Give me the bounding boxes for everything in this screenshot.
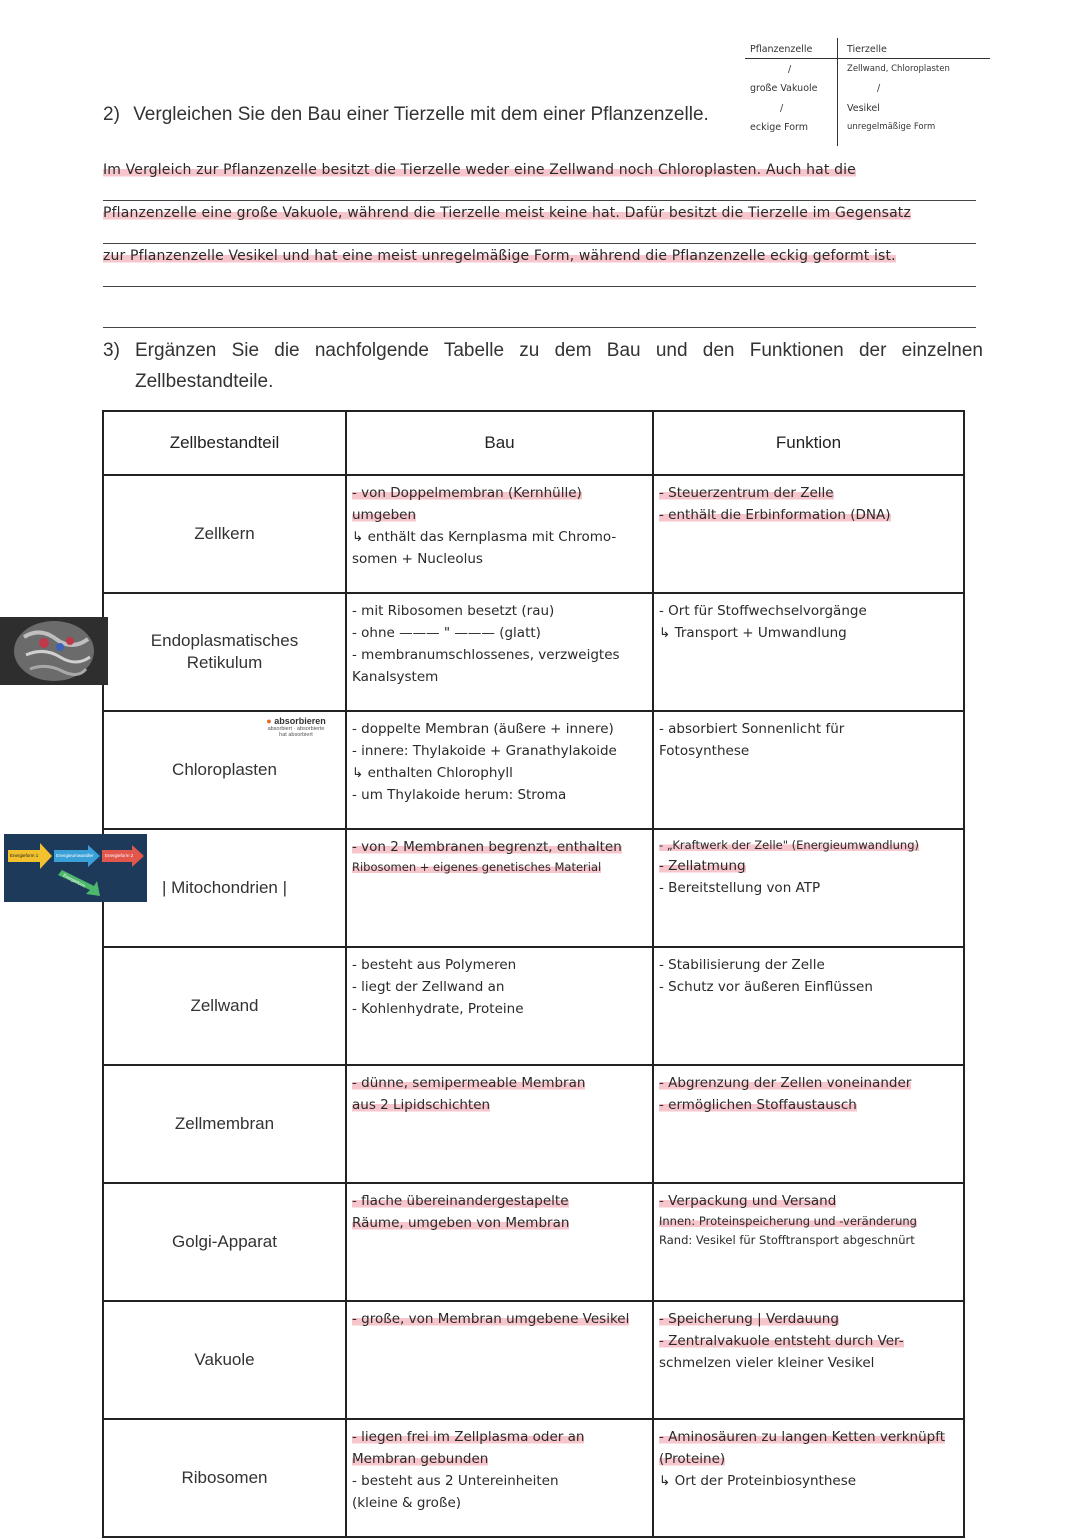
absorb-title: ● absorbieren [266, 716, 326, 726]
handwritten-entry: ↳ enthalten Chlorophyll [352, 765, 513, 781]
component-name: Ribosomen [103, 1419, 346, 1537]
handwritten-entry: ↳ Transport + Umwandlung [659, 625, 847, 641]
mini-col2-row: Vesikel [847, 102, 880, 114]
column-header: Bau [346, 411, 653, 475]
energy-label: Energieform 1 [10, 853, 39, 858]
mini-col1-row: eckige Form [750, 122, 809, 133]
function-cell [653, 711, 964, 829]
absorbieren-thumbnail[interactable] [262, 716, 330, 752]
function-cell [653, 1301, 964, 1419]
handwritten-entry: Räume, umgeben von Membran [352, 1215, 570, 1231]
handwritten-entry: - membranumschlossenes, verzweigtes [352, 647, 620, 663]
handwritten-entry: aus 2 Lipidschichten [352, 1097, 491, 1113]
function-cell [653, 1419, 964, 1537]
table-row [103, 593, 964, 711]
question-3-text: Ergänzen Sie die nachfolgende Tabelle zu dem Bau und den Funktionen der einzelnen Zellbestandteile. [135, 340, 983, 392]
energy-conversion-thumbnail[interactable] [4, 834, 147, 902]
mini-col1-row: / [780, 102, 784, 114]
handwritten-entry: - Verpackung und Versand [659, 1193, 837, 1209]
structure-cell [346, 1301, 653, 1419]
handwritten-entry: - von Doppelmembran (Kernhülle) [352, 485, 582, 501]
handwritten-entry: - dünne, semipermeable Membran [352, 1075, 586, 1091]
handwritten-entry: - Ort für Stoffwechselvorgänge [659, 603, 867, 619]
handwritten-entry: - enthält die Erbinformation (DNA) [659, 507, 891, 523]
structure-cell [346, 829, 653, 947]
question-2-text: Vergleichen Sie den Bau einer Tierzelle mit dem einer Pflanzenzelle. [133, 104, 709, 125]
handwritten-entry: (Proteine) [659, 1451, 726, 1467]
mini-col2-row: unregelmäßige Form [847, 122, 936, 132]
structure-cell [346, 593, 653, 711]
answer-line: Pflanzenzelle eine große Vakuole, während die Tierzelle meist keine hat. Dafür besitzt die Tierzelle im Gegensatz [103, 201, 976, 244]
component-name: Endoplasmatisches Retikulum [103, 593, 346, 711]
component-name: | Mitochondrien | [103, 829, 346, 947]
abdomen-xray-thumbnail[interactable] [0, 617, 108, 685]
mini-col1-header: Pflanzenzelle [750, 44, 813, 55]
handwritten-entry: Fotosynthese [659, 743, 750, 759]
structure-cell [346, 475, 653, 593]
component-name: Zellmembran [103, 1065, 346, 1183]
handwritten-entry: - große, von Membran umgebene Vesikel [352, 1311, 630, 1327]
energy-label: Energieform [62, 872, 87, 889]
mini-col-animal [847, 44, 987, 142]
absorb-sub2: hat absorbiert [279, 732, 313, 738]
handwritten-entry: - Steuerzentrum der Zelle [659, 485, 834, 501]
question-3 [103, 335, 983, 397]
handwritten-entry: somen + Nucleolus [352, 551, 483, 567]
handwritten-entry: - Zellatmung [659, 858, 746, 874]
function-cell [653, 947, 964, 1065]
component-name: Vakuole [103, 1301, 346, 1419]
component-name: Zellwand [103, 947, 346, 1065]
column-header: Zellbestandteil [103, 411, 346, 475]
energy-label: Energieumwandler [56, 853, 94, 858]
handwritten-entry: ↳ enthält das Kernplasma mit Chromo- [352, 529, 617, 545]
handwritten-entry: - um Thylakoide herum: Stroma [352, 787, 567, 803]
component-name: Chloroplasten [103, 711, 346, 829]
handwritten-entry: - innere: Thylakoide + Granathylakoide [352, 743, 617, 759]
table-row [103, 947, 964, 1065]
structure-cell [346, 1065, 653, 1183]
handwritten-entry: - flache übereinandergestapelte [352, 1193, 569, 1209]
table-row [103, 829, 964, 947]
handwritten-entry: - ermöglichen Stoffaustausch [659, 1097, 857, 1113]
mini-col-plant [750, 44, 835, 142]
handwritten-entry: Rand: Vesikel für Stofftransport abgeschnürt [659, 1233, 915, 1247]
question-2-answer [103, 158, 976, 328]
mini-col1-row: große Vakuole [750, 83, 818, 94]
structure-cell [346, 1419, 653, 1537]
energy-label: Energieform 2 [105, 853, 134, 858]
handwritten-entry: - liegen frei im Zellplasma oder an [352, 1429, 585, 1445]
handwritten-entry: - doppelte Membran (äußere + innere) [352, 721, 614, 737]
abdomen-illustration-icon [0, 617, 108, 685]
mini-col2-row: / [877, 83, 881, 94]
table-row [103, 475, 964, 593]
handwritten-entry: Kanalsystem [352, 669, 439, 685]
handwritten-entry: schmelzen vieler kleiner Vesikel [659, 1355, 875, 1371]
column-header: Funktion [653, 411, 964, 475]
handwritten-entry: - liegt der Zellwand an [352, 979, 505, 995]
component-name: Golgi-Apparat [103, 1183, 346, 1301]
handwritten-entry: - Stabilisierung der Zelle [659, 957, 825, 973]
handwritten-entry: - mit Ribosomen besetzt (rau) [352, 603, 555, 619]
mini-col2-row: Zellwand, Chloroplasten [847, 63, 950, 74]
absorb-sub1: absorbiert · absorbierte [267, 726, 325, 732]
handwritten-entry: Innen: Proteinspeicherung und -veränderung [659, 1214, 917, 1228]
question-2 [103, 104, 709, 126]
question-3-number: 3) [103, 340, 120, 361]
handwritten-entry: - Aminosäuren zu langen Ketten verknüpft [659, 1429, 945, 1445]
table-row [103, 1183, 964, 1301]
structure-cell [346, 711, 653, 829]
handwritten-entry: - absorbiert Sonnenlicht für [659, 721, 845, 737]
handwritten-entry: - ohne ——— " ——— (glatt) [352, 625, 541, 641]
table-row [103, 1065, 964, 1183]
answer-line: zur Pflanzenzelle Vesikel und hat eine meist unregelmäßige Form, während die Pflanzenzelle eckig geformt ist. [103, 244, 976, 287]
component-name: Zellkern [103, 475, 346, 593]
table-row [103, 711, 964, 829]
handwritten-entry: ↳ Ort der Proteinbiosynthese [659, 1473, 857, 1489]
handwritten-entry: - Speicherung | Verdauung [659, 1311, 839, 1327]
energy-arrows-icon [4, 834, 147, 902]
mini-col2-header: Tierzelle [847, 44, 887, 55]
function-cell [653, 1183, 964, 1301]
cell-components-table [102, 410, 965, 1538]
handwritten-entry: - von 2 Membranen begrenzt, enthalten [352, 839, 622, 855]
handwritten-entry: Ribosomen + eigenes genetisches Material [352, 860, 602, 874]
handwritten-entry: - Bereitstellung von ATP [659, 880, 821, 896]
handwritten-entry: - besteht aus 2 Untereinheiten [352, 1473, 559, 1489]
function-cell [653, 829, 964, 947]
answer-line: Im Vergleich zur Pflanzenzelle besitzt die Tierzelle weder eine Zellwand noch Chloroplasten. Auch hat die [103, 158, 976, 201]
handwritten-entry: - besteht aus Polymeren [352, 957, 517, 973]
handwritten-entry: umgeben [352, 507, 417, 523]
mini-table-vertical-rule [837, 38, 838, 146]
mini-col1-row: / [788, 63, 792, 75]
function-cell [653, 475, 964, 593]
table-row [103, 1419, 964, 1537]
handwritten-entry: - Schutz vor äußeren Einflüssen [659, 979, 873, 995]
answer-line-blank [103, 287, 976, 328]
handwritten-entry: - Zentralvakuole entsteht durch Ver- [659, 1333, 904, 1349]
handwritten-entry: Membran gebunden [352, 1451, 489, 1467]
question-2-number: 2) [103, 104, 120, 125]
handwritten-entry: (kleine & große) [352, 1495, 462, 1511]
mini-comparison-table [745, 38, 990, 148]
structure-cell [346, 947, 653, 1065]
handwritten-entry: - Abgrenzung der Zellen voneinander [659, 1075, 912, 1091]
handwritten-entry: - Kohlenhydrate, Proteine [352, 1001, 524, 1017]
table-row [103, 1301, 964, 1419]
function-cell [653, 593, 964, 711]
function-cell [653, 1065, 964, 1183]
structure-cell [346, 1183, 653, 1301]
handwritten-entry: - „Kraftwerk der Zelle" (Energieumwandlung) [659, 838, 919, 852]
